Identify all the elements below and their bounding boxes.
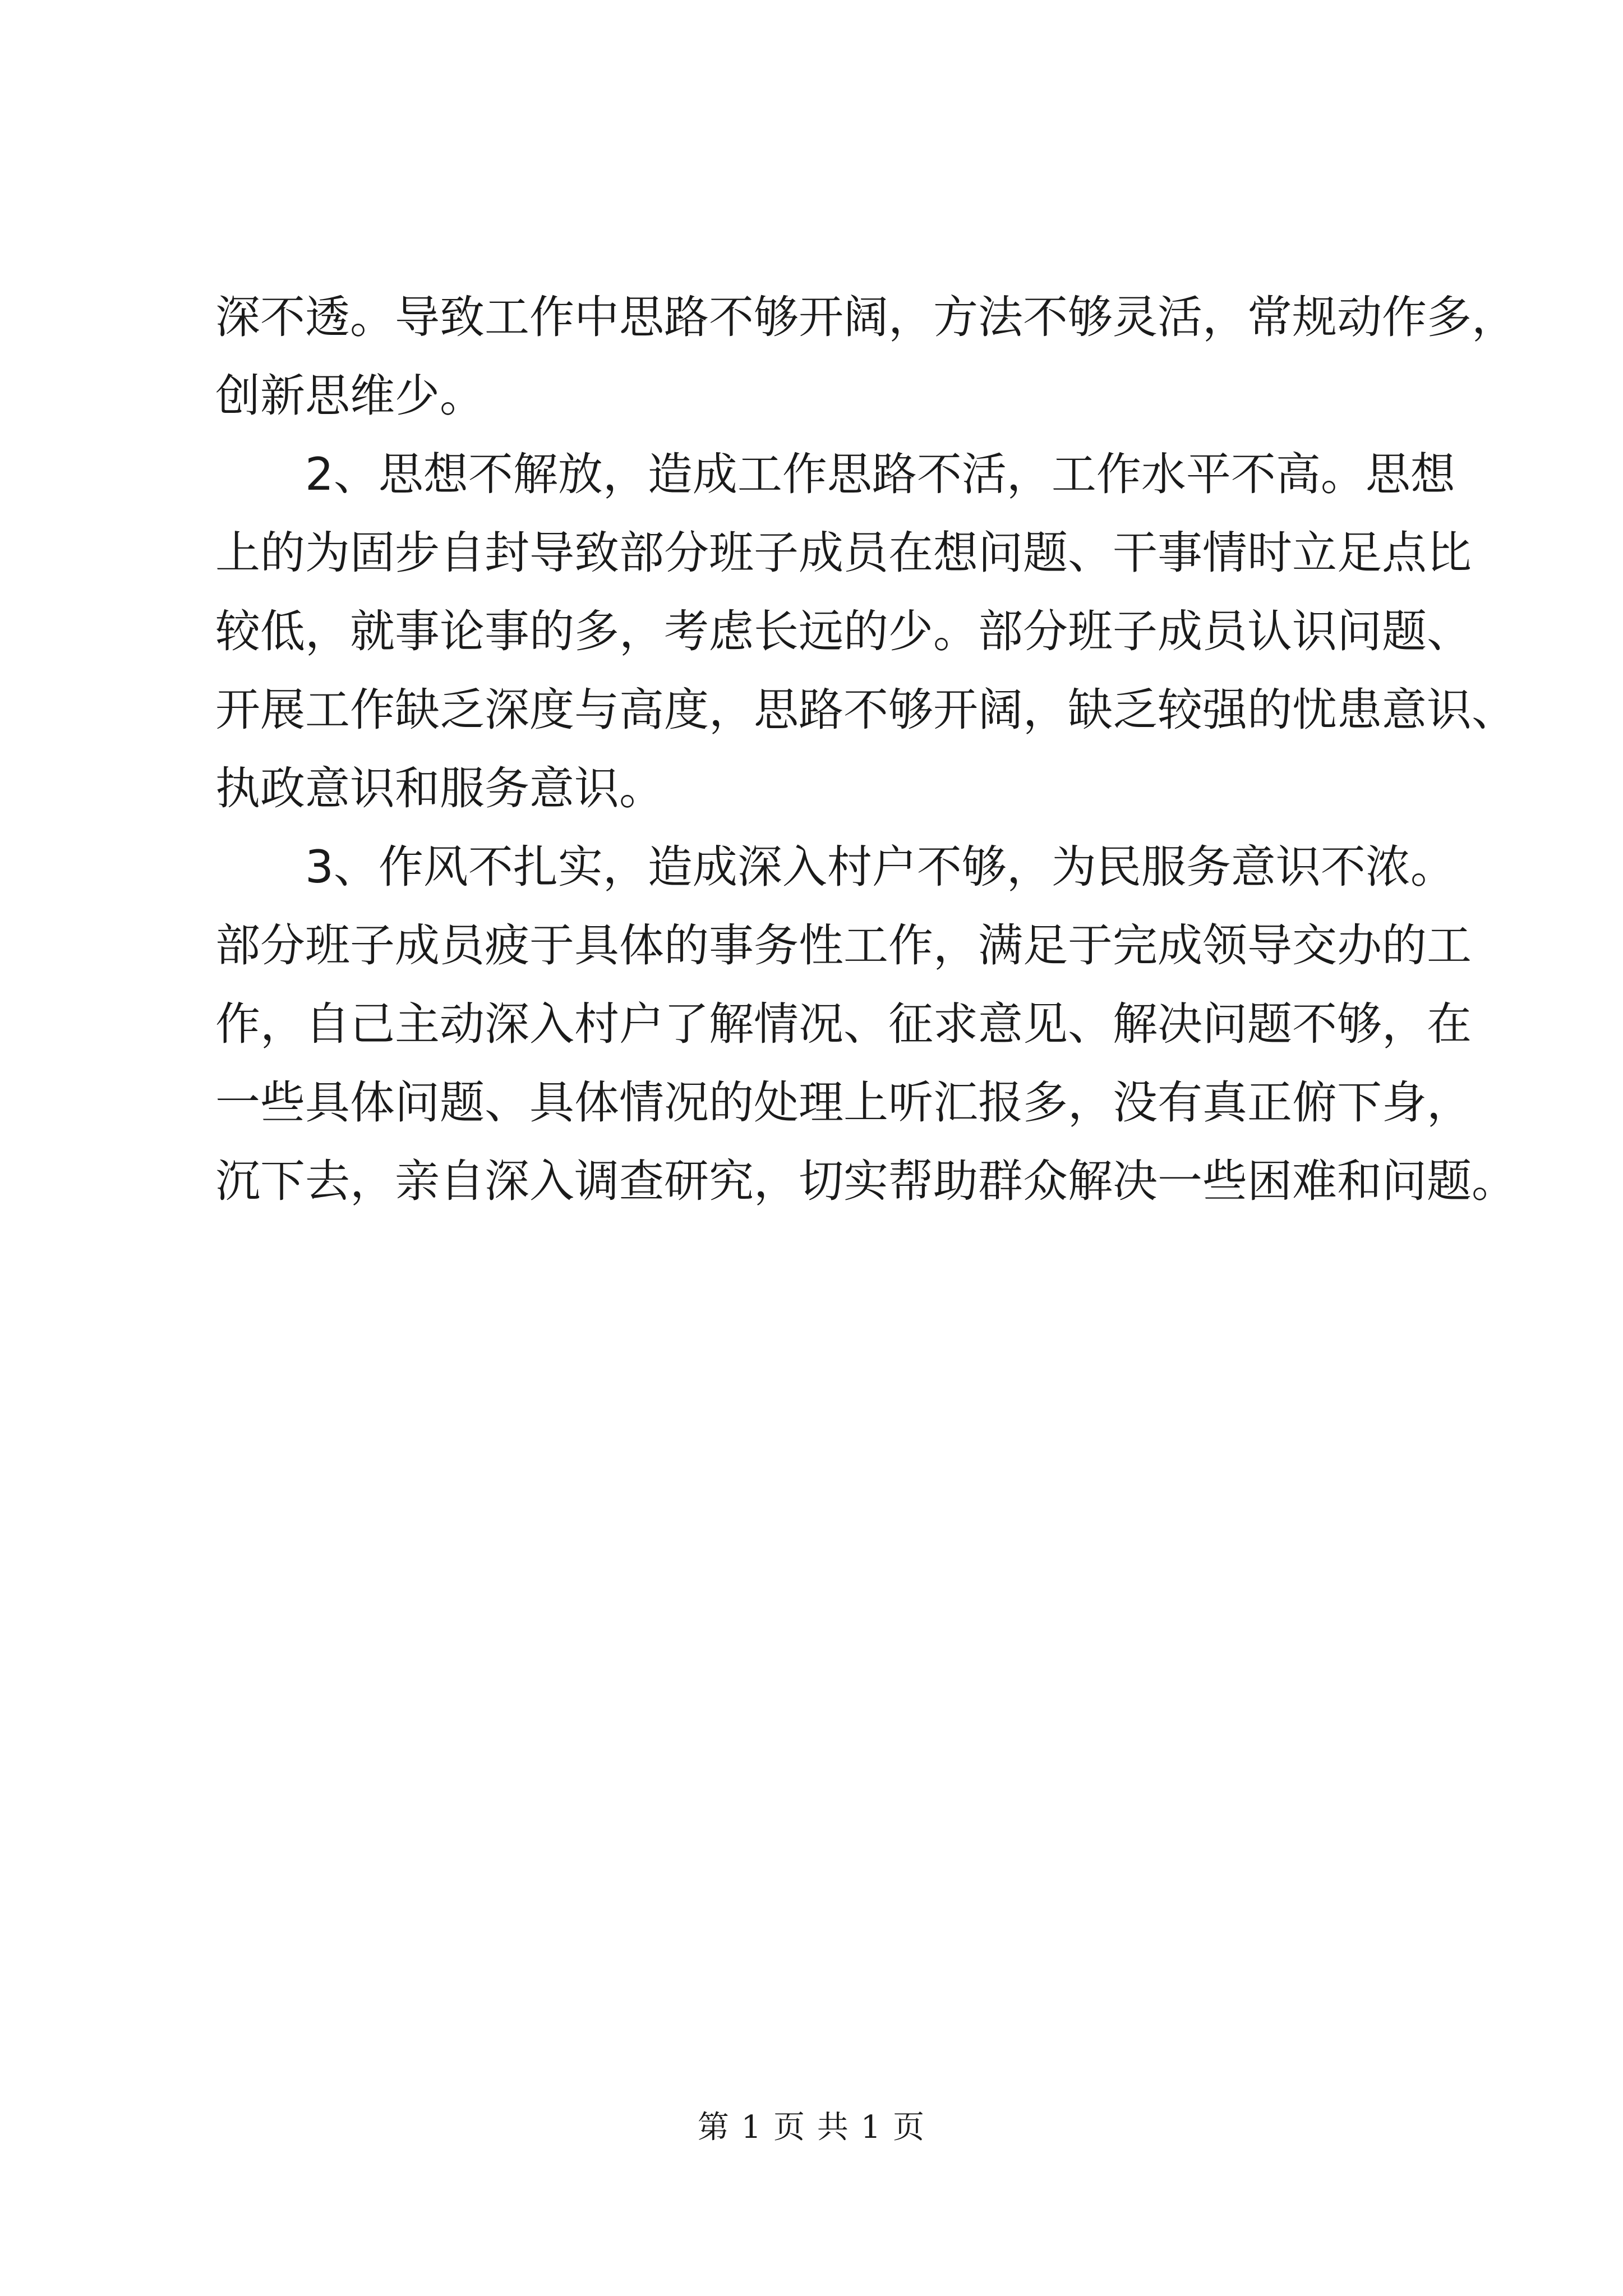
text-line: 深不透。导致工作中思路不够开阔，方法不够灵活，常规动作多， [215, 291, 1516, 343]
paragraph-3 [215, 828, 1516, 1221]
paragraph-1 [215, 278, 1516, 435]
paragraph-2 [215, 435, 1516, 828]
text-line: 上的为固步自封导致部分班子成员在想问题、干事情时立足点比 [215, 527, 1472, 579]
text-line: 较低，就事论事的多，考虑长远的少。部分班子成员认识问题、 [215, 605, 1472, 657]
text-line: 开展工作缺乏深度与高度，思路不够开阔，缺乏较强的忧患意识、 [215, 684, 1516, 736]
page-footer: 第 1 页 共 1 页 [697, 2109, 926, 2146]
text-line: 部分班子成员疲于具体的事务性工作，满足于完成领导交办的工 [215, 919, 1472, 972]
text-line: 2、思想不解放，造成工作思路不活，工作水平不高。思想 [305, 448, 1455, 500]
body-text [215, 278, 1516, 1221]
text-line: 执政意识和服务意识。 [215, 762, 664, 815]
text-line: 一些具体问题、具体情况的处理上听汇报多，没有真正俯下身， [215, 1076, 1472, 1129]
text-line: 3、作风不扎实，造成深入村户不够，为民服务意识不浓。 [305, 841, 1455, 893]
text-line: 作，自己主动深入村户了解情况、征求意见、解决问题不够，在 [215, 998, 1472, 1050]
text-line: 创新思维少。 [215, 370, 485, 422]
text-line: 沉下去，亲自深入调查研究，切实帮助群众解决一些困难和问题。 [215, 1155, 1516, 1207]
